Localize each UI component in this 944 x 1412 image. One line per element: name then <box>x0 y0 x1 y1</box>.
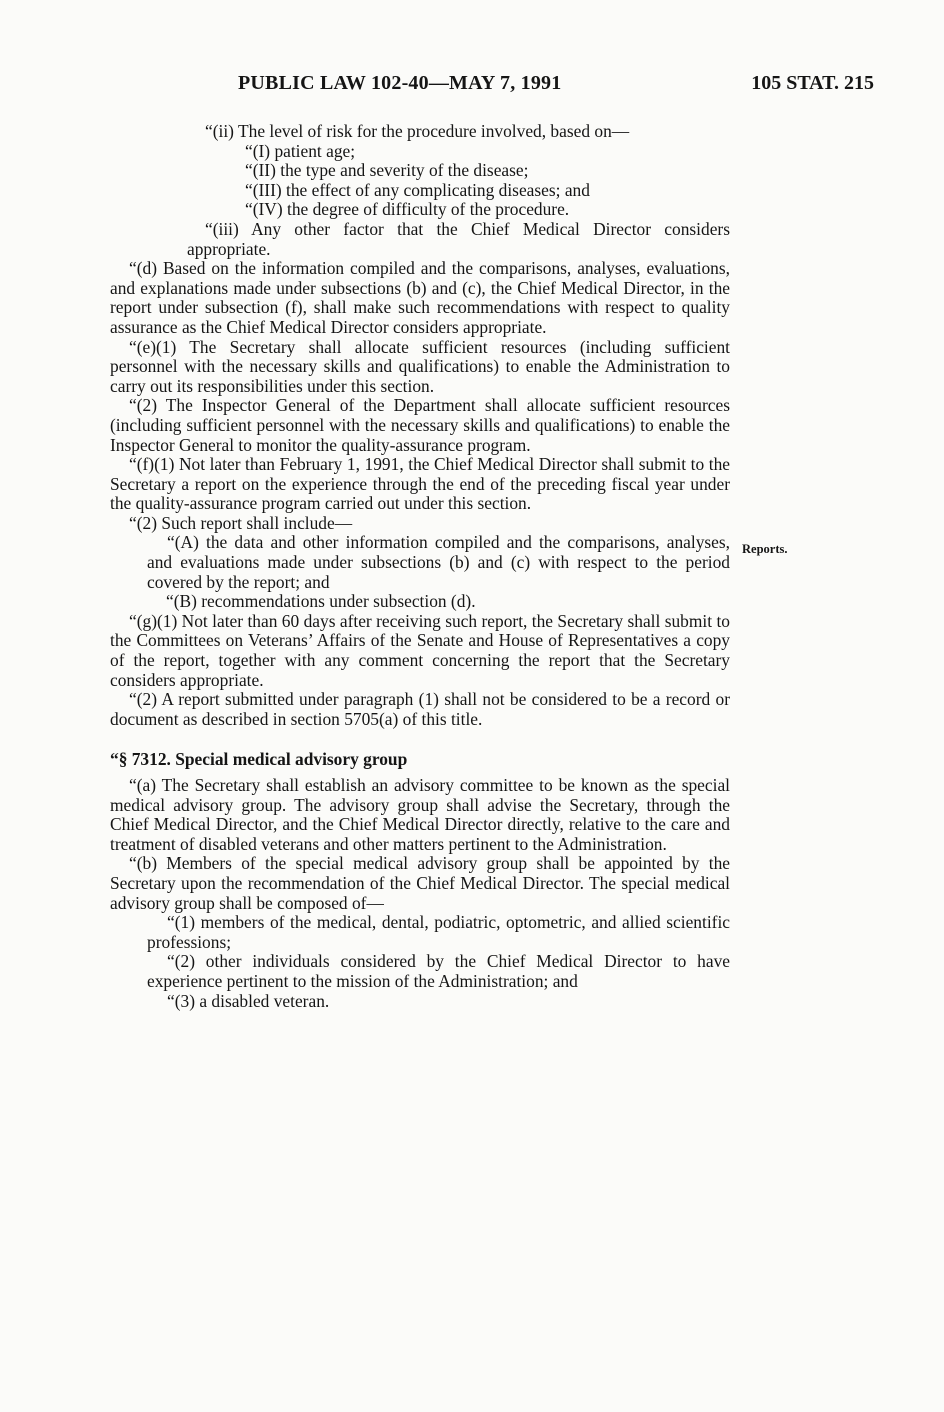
paragraph-7312-b2: “(2) other individuals considered by the Chief Medical Director to have experience pertinent to the mission of the Administration; and <box>147 951 730 991</box>
paragraph-e2: “(2) The Inspector General of the Department shall allocate sufficient resources (including sufficient personnel with the necessary skills and qualifications) to enable the Inspector General to monitor the quality-assurance program. <box>110 395 730 455</box>
running-header-page: 105 STAT. 215 <box>751 72 874 94</box>
paragraph-7312-a: “(a) The Secretary shall establish an advisory committee to be known as the special medical advisory group. The advisory group shall advise the Secretary, through the Chief Medical Director, and the Chief Medical Director directly, relative to the care and treatment of disabled veterans and other matters pertinent to the Administration. <box>110 775 730 854</box>
paragraph-g2: “(2) A report submitted under paragraph (1) shall not be considered to be a record or document as described in section 5705(a) of this title. <box>110 689 730 729</box>
paragraph-iii: “(iii) Any other factor that the Chief Medical Director considers appropriate. <box>187 218 730 259</box>
paragraph-B: “(B) recommendations under subsection (d). <box>166 591 476 612</box>
paragraph-7312-b3: “(3) a disabled veteran. <box>167 990 330 1011</box>
paragraph-7312-b: “(b) Members of the special medical advisory group shall be appointed by the Secretary upon the recommendation of the Chief Medical Director. The special medical advisory group shall be composed of— <box>110 853 730 913</box>
paragraph-e1: “(e)(1) The Secretary shall allocate sufficient resources (including sufficient personnel with the necessary skills and qualifications) to enable the Administration to carry out its responsibilities under this section. <box>110 336 730 396</box>
paragraph-f1: “(f)(1) Not later than February 1, 1991, the Chief Medical Director shall submit to the Secretary a report on the experience through the end of the preceding fiscal year under the quality-assurance program carried out under this section. <box>110 454 730 514</box>
paragraph-7312-b1: “(1) members of the medical, dental, podiatric, optometric, and allied scientific professions; <box>147 912 730 952</box>
paragraph-II: “(II) the type and severity of the disease; <box>245 160 529 181</box>
running-header-title: PUBLIC LAW 102-40—MAY 7, 1991 <box>238 72 562 94</box>
paragraph-A: “(A) the data and other information compiled and the comparisons, analyses, and evaluations made under subsections (b) and (c) with respect to the period covered by the report; and <box>147 532 730 592</box>
document-body <box>110 122 730 1011</box>
section-heading-7312: “§ 7312. Special medical advisory group <box>110 749 408 770</box>
paragraph-I: “(I) patient age; <box>245 140 356 161</box>
margin-note-reports: Reports. <box>742 542 788 556</box>
paragraph-d: “(d) Based on the information compiled and the comparisons, analyses, evaluations, and explanations made under subsections (b) and (c), the Chief Medical Director, in the report under subsection (f), shall make such recommendations with respect to quality assurance as the Chief Medical Director considers appropriate. <box>110 258 730 337</box>
paragraph-III: “(III) the effect of any complicating diseases; and <box>245 179 590 200</box>
paragraph-g1: “(g)(1) Not later than 60 days after receiving such report, the Secretary shall submit to the Committees on Veterans’ Affairs of the Senate and House of Representatives a copy of the report, together with any comment concerning the report that the Secretary considers appropriate. <box>110 610 730 690</box>
paragraph-f2: “(2) Such report shall include— <box>129 512 353 533</box>
paragraph-ii: “(ii) The level of risk for the procedure involved, based on— <box>205 121 630 141</box>
paragraph-IV: “(IV) the degree of difficulty of the procedure. <box>245 199 570 220</box>
